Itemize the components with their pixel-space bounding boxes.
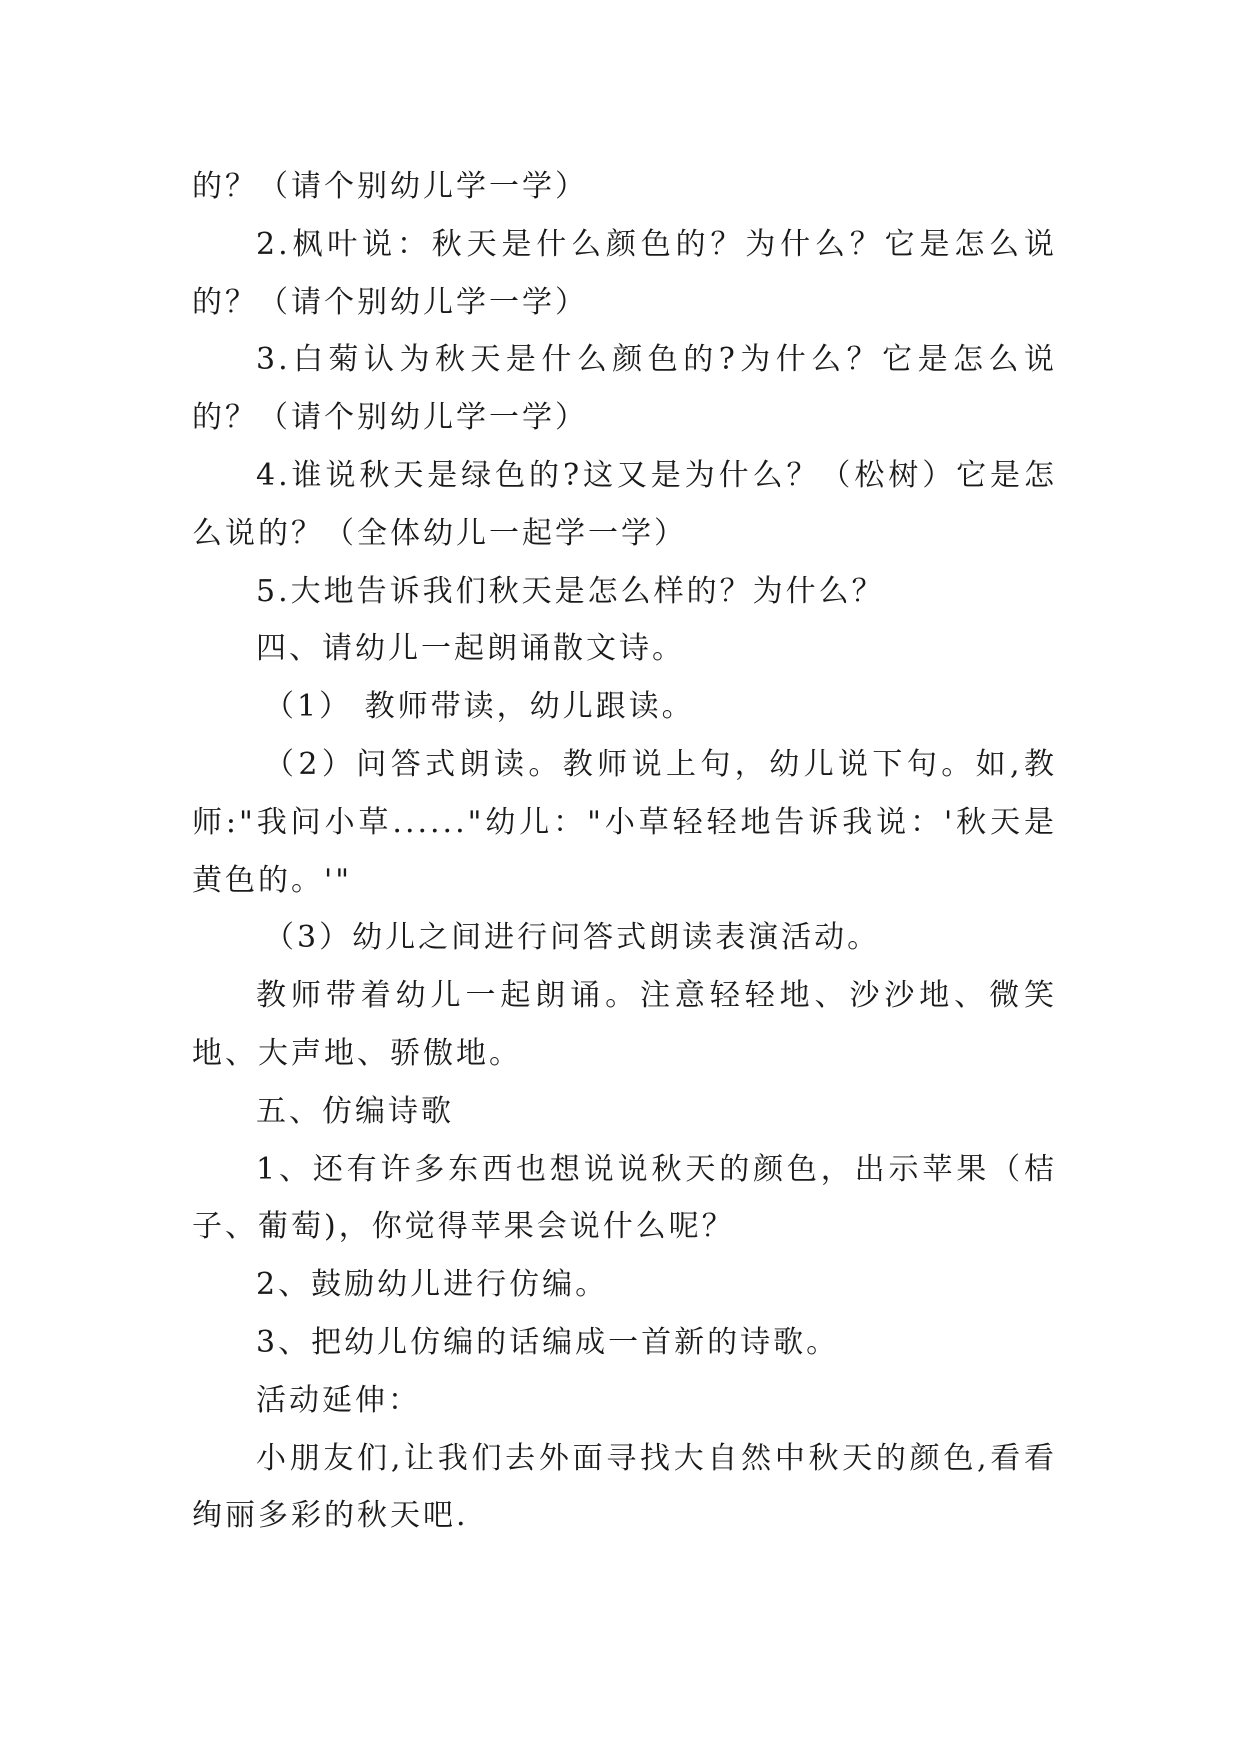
paragraph-extension-body: 小朋友们,让我们去外面寻找大自然中秋天的颜色,看看绚丽多彩的秋天吧. (192, 1440, 1057, 1534)
paragraph-section5-item-2: 2、鼓励幼儿进行仿编。 (256, 1267, 609, 1303)
section-heading-4: 四、请幼儿一起朗诵散文诗。 (256, 631, 685, 667)
paragraph-question-3: 3.白菊认为秋天是什么颜色的?为什么？它是怎么说的？（请个别幼儿学一学） (192, 342, 1057, 436)
document-body (192, 158, 1057, 1545)
paragraph-section5-item-3: 3、把幼儿仿编的话编成一首新的诗歌。 (256, 1324, 840, 1360)
paragraph-recite: 教师带着幼儿一起朗诵。注意轻轻地、沙沙地、微笑地、大声地、骄傲地。 (192, 978, 1057, 1071)
paragraph-continued: 的？（请个别幼儿学一学） (192, 169, 588, 204)
paragraph-step-1: （1） 教师带读，幼儿跟读。 (264, 689, 695, 725)
paragraph-question-5: 5.大地告诉我们秋天是怎么样的？为什么？ (256, 573, 885, 609)
paragraph-question-2: 2.枫叶说：秋天是什么颜色的？为什么？它是怎么说的？（请个别幼儿学一学） (192, 226, 1057, 320)
paragraph-question-4: 4.谁说秋天是绿色的?这又是为什么？（松树）它是怎么说的？（全体幼儿一起学一学） (192, 457, 1057, 551)
extension-heading: 活动延伸： (256, 1382, 421, 1418)
section-heading-5: 五、仿编诗歌 (256, 1093, 454, 1129)
paragraph-section5-item-1: 1、还有许多东西也想说说秋天的颜色，出示苹果（桔子、葡萄)，你觉得苹果会说什么呢？ (192, 1151, 1057, 1245)
paragraph-step-2: （2）问答式朗读。教师说上句，幼儿说下句。如,教师:"我问小草......"幼儿："小草轻轻地告诉我说：'秋天是黄色的。'" (192, 746, 1057, 898)
paragraph-step-3: （3）幼儿之间进行问答式朗读表演活动。 (264, 920, 881, 956)
